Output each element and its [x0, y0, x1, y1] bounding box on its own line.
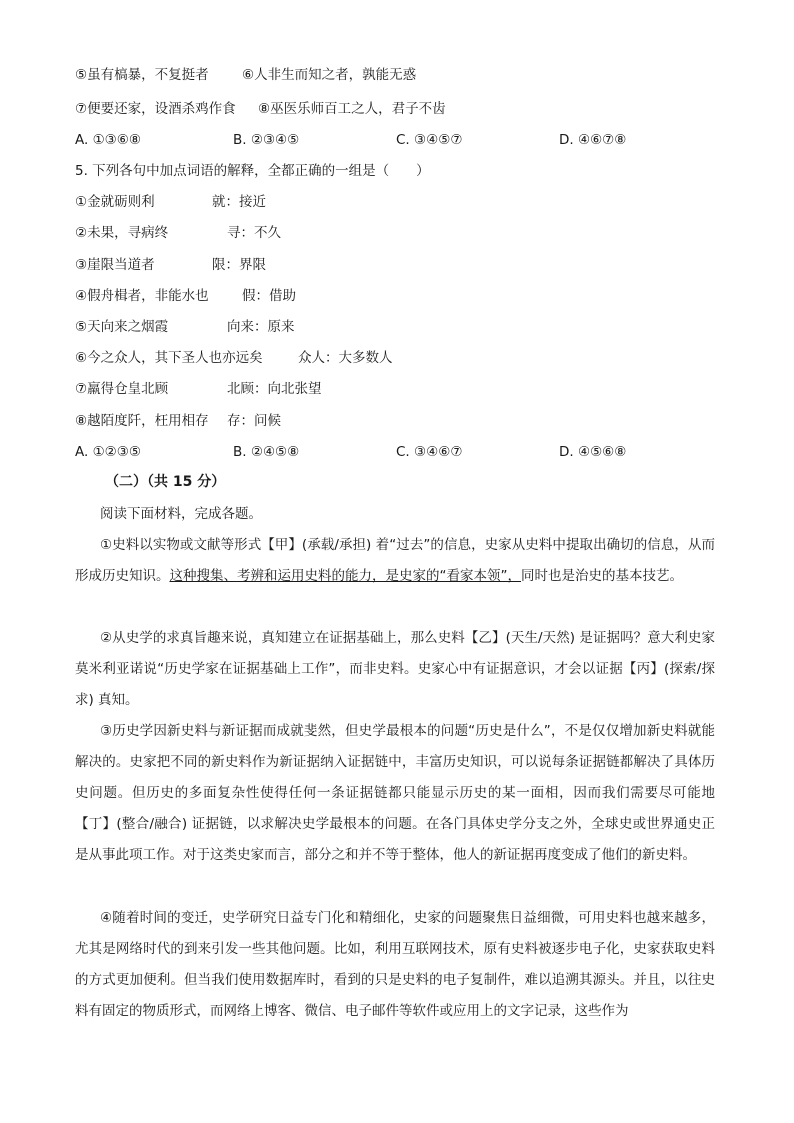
q4-option-d: D. ④⑥⑦⑧ [559, 132, 627, 148]
q4-item-7: ⑦便要还家，设酒杀鸡作食 [75, 101, 236, 117]
passage-paragraph-4 [75, 903, 715, 1027]
q5-item-2-gloss: 寻：不久 [227, 225, 281, 241]
q5-item-3-gloss: 限：界限 [212, 257, 266, 273]
q5-item-5-sentence: ⑤天向来之烟霞 [75, 319, 169, 335]
passage-paragraph-1 [75, 530, 715, 592]
q5-item-4-sentence: ④假舟楫者，非能水也 [75, 288, 209, 304]
passage-p1-part-a: ①史料以实物或文献等形式【甲】(承载/承担) 着“过去”的信息，史家从史料中提取出确切的信息，从而形成历史知识。 [75, 537, 715, 584]
section-heading: （二）（共 15 分） [105, 474, 226, 490]
passage-p2-text: ②从史学的求真旨趣来说，真知建立在证据基础上，那么史料【乙】(天生/天然) 是证据吗？意大利史家莫米利亚诺说“历史学家在证据基础上工作”，而非史料。史家心中有证据意识，才会以证据【丙】(探索/探求) 真知。 [75, 630, 715, 708]
q5-item-1-sentence: ①金就砺则利 [75, 194, 155, 210]
q5-item-7-sentence: ⑦羸得仓皇北顾 [75, 381, 169, 397]
q5-item-1-gloss: 就：接近 [212, 194, 266, 210]
q5-item-4-gloss: 假：借助 [242, 288, 296, 304]
q5-option-c: C. ③④⑥⑦ [396, 444, 463, 460]
passage-p3-text: ③历史学因新史料与新证据而成就斐然，但史学最根本的问题“历史是什么”，不是仅仅增加新史料就能解决的。史家把不同的新史料作为新证据纳入证据链中，丰富历史知识，可以说每条证据链都解决了具体历史问题。但历史的多面复杂性使得任何一条证据链都只能显示历史的某一面相，因而我们需要尽可能地【丁】(整合/融合) 证据链，以求解决史学最根本的问题。在各门具体史学分支之外，全球史或世界通史正是从事此项工作。对于这类史家而言，部分之和并不等于整体，他人的新证据再度变成了他们的新史料。 [75, 723, 715, 863]
q4-option-c: C. ③④⑤⑦ [396, 132, 463, 148]
passage-p1-underlined: 这种搜集、考辨和运用史料的能力，是史家的“看家本领”， [169, 568, 521, 584]
q4-item-5: ⑤虽有槁暴，不复挺者 [75, 67, 209, 83]
passage-paragraph-2 [75, 623, 715, 716]
passage-p4-text: ④随着时间的变迁，史学研究日益专门化和精细化，史家的问题聚焦日益细微，可用史料也越来越多，尤其是网络时代的到来引发一些其他问题。比如，利用互联网技术，原有史料被逐步电子化，史家获取史料的方式更加便利。但当我们使用数据库时，看到的只是史料的电子复制件，难以追溯其源头。并且，以往史料有固定的物质形式，而网络上博客、微信、电子邮件等软件或应用上的文字记录，这些作为 [75, 910, 715, 1019]
q5-item-2-sentence: ②未果，寻病终 [75, 225, 169, 241]
q5-stem: 5. 下列各句中加点词语的解释，全都正确的一组是（ ） [75, 163, 430, 179]
q5-item-3-sentence: ③崖限当道者 [75, 257, 155, 273]
passage-p1-part-b: 同时也是治史的基本技艺。 [521, 568, 683, 584]
q5-item-5-gloss: 向来：原来 [227, 319, 295, 335]
q5-item-8-gloss: 存：问候 [227, 413, 281, 429]
section-instruction: 阅读下面材料，完成各题。 [100, 506, 262, 522]
q5-item-8-sentence: ⑧越陌度阡，枉用相存 [75, 413, 209, 429]
q4-option-a: A. ①③⑥⑧ [75, 132, 141, 148]
q5-item-6-sentence: ⑥今之众人，其下圣人也亦远矣 [75, 350, 263, 366]
q4-item-6: ⑥人非生而知之者，孰能无惑 [242, 67, 417, 83]
q5-item-6-gloss: 众人：大多数人 [298, 350, 393, 366]
q5-option-a: A. ①②③⑤ [75, 444, 141, 460]
q4-option-b: B. ②③④⑤ [233, 132, 300, 148]
q4-item-8: ⑧巫医乐师百工之人，君子不齿 [258, 101, 446, 117]
q5-option-b: B. ②④⑤⑧ [233, 444, 300, 460]
q5-item-7-gloss: 北顾：向北张望 [227, 381, 322, 397]
q5-option-d: D. ④⑤⑥⑧ [559, 444, 627, 460]
passage-paragraph-3 [75, 716, 715, 871]
